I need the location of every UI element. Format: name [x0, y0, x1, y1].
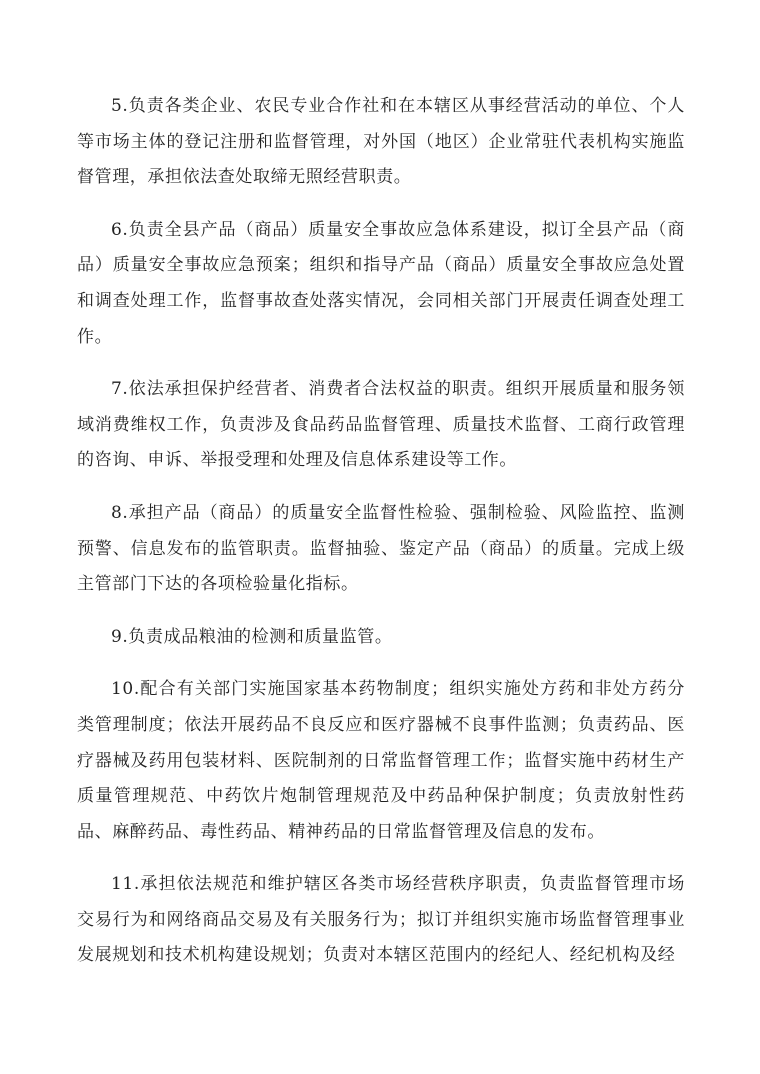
paragraph-9: 9.负责成品粮油的检测和质量监管。 — [111, 626, 393, 647]
paragraph-6: 6.负责全县产品（商品）质量安全事故应急体系建设，拟订全县产品（商品）质量安全事故应急预案；组织和指导产品（商品）质量安全事故应急处置和调查处理工作，监督事故查处落实情况，会同相关部门开展责任调查处理工作。 — [77, 219, 685, 347]
paragraph-8: 8.承担产品（商品）的质量安全监督性检验、强制检验、风险监控、监测预警、信息发布的监管职责。监督抽验、鉴定产品（商品）的质量。完成上级主管部门下达的各项检验量化指标。 — [77, 502, 685, 595]
paragraph-10: 10.配合有关部门实施国家基本药物制度；组织实施处方药和非处方药分类管理制度；依法开展药品不良反应和医疗器械不良事件监测；负责药品、医疗器械及药用包装材料、医院制剂的日常监督管理工作；监督实施中药材生产质量管理规范、中药饮片炮制管理规范及中药品种保护制度；负责放射性药品、麻醉药品、毒性药品、精神药品的日常监督管理及信息的发布。 — [77, 679, 685, 842]
paragraph-5: 5.负责各类企业、农民专业合作社和在本辖区从事经营活动的单位、个人等市场主体的登记注册和监督管理，对外国（地区）企业常驻代表机构实施监督管理，承担依法查处取缔无照经营职责。 — [77, 96, 685, 188]
paragraph-7: 7.依法承担保护经营者、消费者合法权益的职责。组织开展质量和服务领域消费维权工作，负责涉及食品药品监督管理、质量技术监督、工商行政管理的咨询、申诉、举报受理和处理及信息体系建设等工作。 — [77, 379, 685, 471]
document-body — [77, 89, 685, 991]
paragraph-11: 11.承担依法规范和维护辖区各类市场经营秩序职责，负责监督管理市场交易行为和网络商品交易及有关服务行为；拟订并组织实施市场监督管理事业发展规划和技术机构建设规划；负责对本辖区范围内的经纪人、经纪机构及经 — [77, 874, 685, 966]
